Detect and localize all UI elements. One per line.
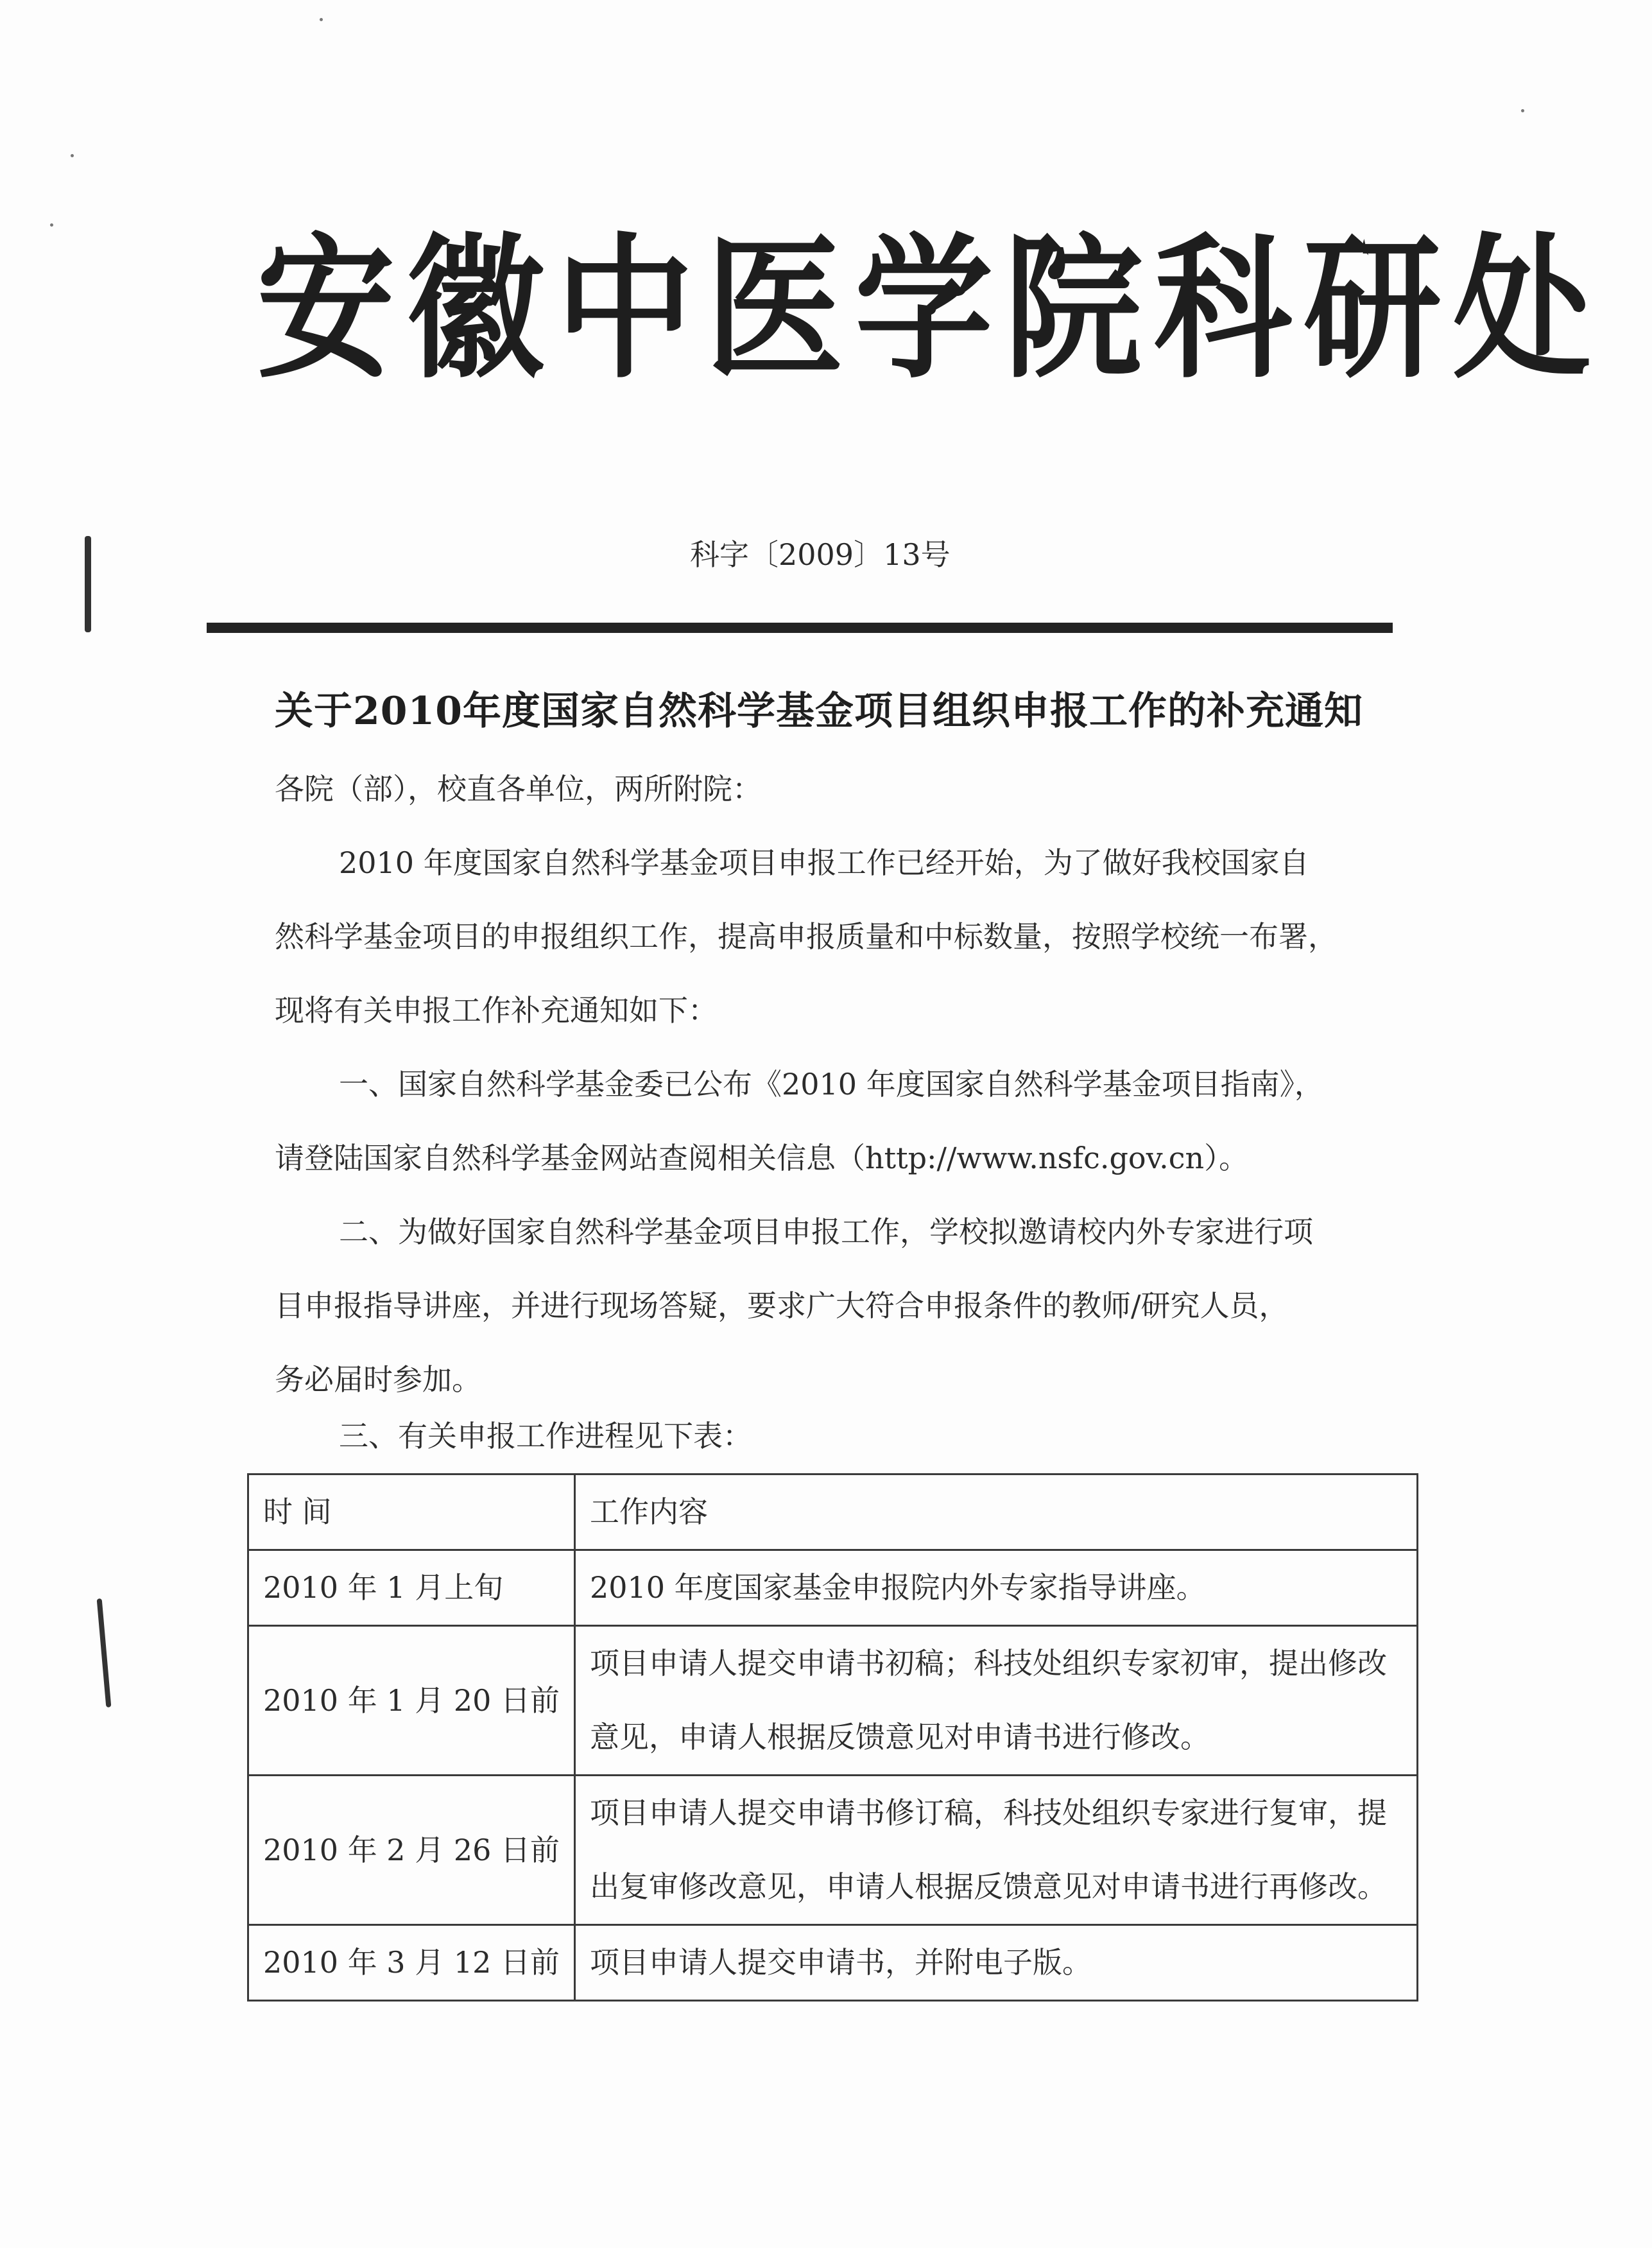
row-time: 2010 年 2 月 26 日前 bbox=[248, 1776, 575, 1925]
header-time: 时 间 bbox=[248, 1474, 575, 1550]
table-row bbox=[248, 1925, 1418, 2001]
row-time: 2010 年 1 月上旬 bbox=[248, 1550, 575, 1626]
intro-paragraph bbox=[275, 826, 1379, 1048]
row-content: 项目申请人提交申请书修订稿，科技处组织专家进行复审，提出复审修改意见，申请人根据反馈意见对申请书进行再修改。 bbox=[574, 1776, 1417, 1925]
header-rule bbox=[207, 623, 1393, 633]
intro-line: 2010 年度国家自然科学基金项目申报工作已经开始，为了做好我校国家自 bbox=[339, 845, 1309, 880]
intro-line: 现将有关申报工作补充通知如下： bbox=[275, 993, 718, 1028]
item-2-paragraph bbox=[275, 1195, 1379, 1417]
salutation bbox=[275, 752, 1379, 826]
row-time: 2010 年 3 月 12 日前 bbox=[248, 1925, 575, 2001]
salutation-line: 各院（部），校直各单位，两所附院： bbox=[275, 772, 762, 806]
header-content: 工作内容 bbox=[574, 1474, 1417, 1550]
item-2-line: 二、为做好国家自然科学基金项目申报工作，学校拟邀请校内外专家进行项 bbox=[339, 1215, 1313, 1249]
scan-speck bbox=[320, 18, 323, 21]
row-time: 2010 年 1 月 20 日前 bbox=[248, 1626, 575, 1776]
item-1-line: 一、国家自然科学基金委已公布《2010 年度国家自然科学基金项目指南》， bbox=[339, 1067, 1324, 1102]
item-1-paragraph bbox=[275, 1048, 1379, 1195]
scan-speck bbox=[50, 223, 53, 227]
notice-title: 关于2010年度国家自然科学基金项目组织申报工作的补充通知 bbox=[275, 689, 1363, 734]
binding-mark-bottom bbox=[97, 1598, 112, 1708]
scan-speck bbox=[71, 154, 74, 157]
table-row bbox=[248, 1550, 1418, 1626]
item-3-paragraph bbox=[275, 1399, 1379, 1473]
item-3-line: 三、有关申报工作进程见下表： bbox=[339, 1419, 752, 1453]
item-1-line: 请登陆国家自然科学基金网站查阅相关信息（http://www.nsfc.gov.cn）。 bbox=[275, 1141, 1249, 1175]
doc-number: 科字〔2009〕13号 bbox=[690, 537, 951, 572]
row-content: 项目申请人提交申请书初稿；科技处组织专家初审，提出修改意见，申请人根据反馈意见对申请书进行修改。 bbox=[574, 1626, 1417, 1776]
binding-mark-top bbox=[85, 536, 91, 632]
table-row bbox=[248, 1776, 1418, 1925]
org-title: 安徽中医学院科研处 bbox=[257, 217, 1603, 400]
row-content: 2010 年度国家基金申报院内外专家指导讲座。 bbox=[574, 1550, 1417, 1626]
item-2-line: 目申报指导讲座，并进行现场答疑，要求广大符合申报条件的教师/研究人员， bbox=[275, 1288, 1289, 1323]
table-header-row bbox=[248, 1474, 1418, 1550]
scan-speck bbox=[1521, 109, 1524, 112]
table-row bbox=[248, 1626, 1418, 1776]
row-content: 项目申请人提交申请书，并附电子版。 bbox=[574, 1925, 1417, 2001]
intro-line: 然科学基金项目的申报组织工作，提高申报质量和中标数量，按照学校统一布署， bbox=[275, 919, 1338, 954]
item-2-line: 务必届时参加。 bbox=[275, 1362, 481, 1397]
schedule-table bbox=[247, 1473, 1418, 2002]
